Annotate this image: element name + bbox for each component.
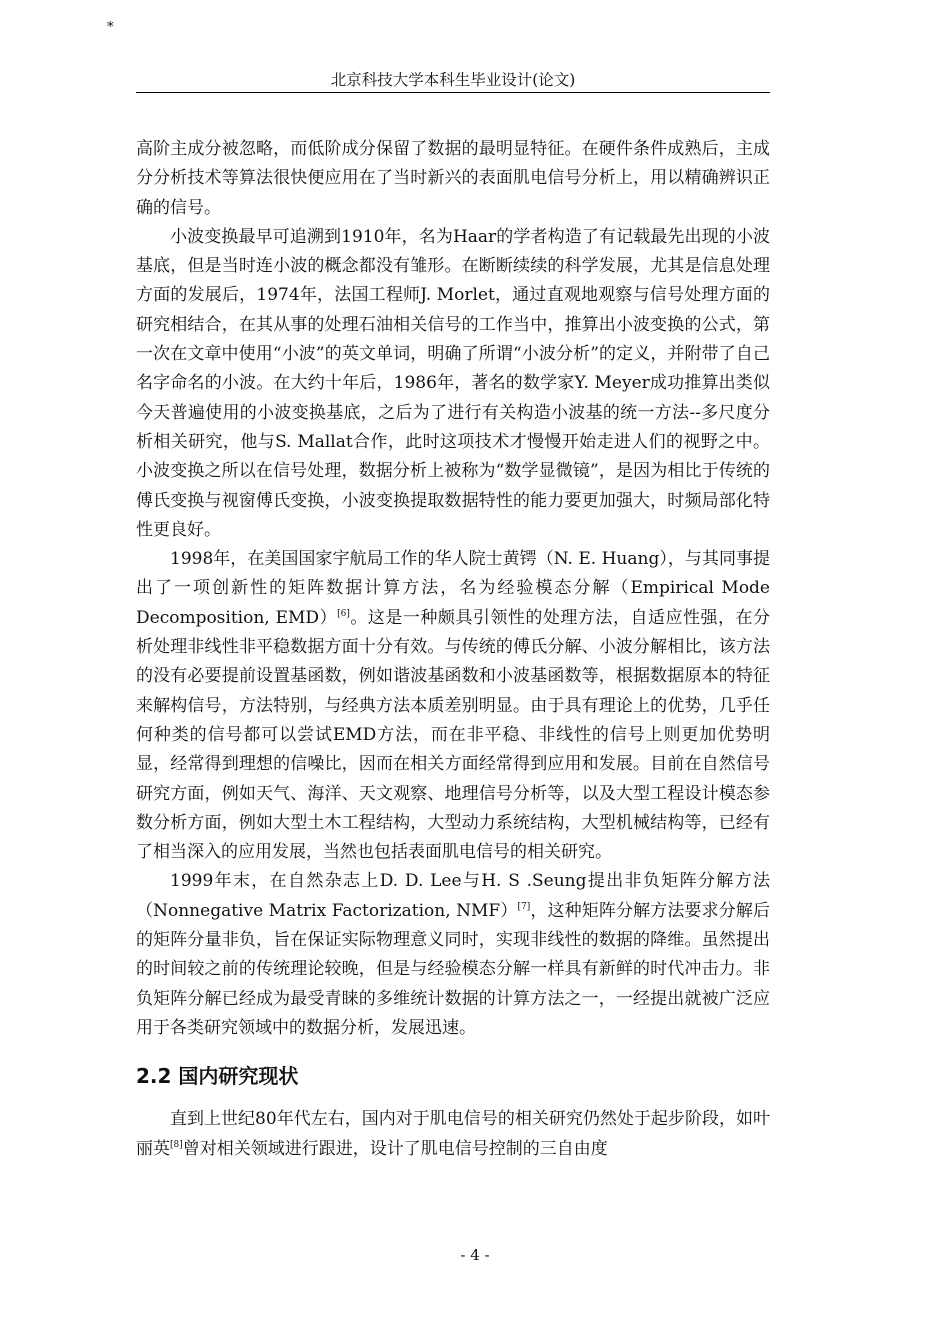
paragraph-emd (136, 545, 770, 867)
paragraph-domestic-text-a: 直到上世纪80年代左右，国内对于肌电信号的相关研究仍然处于起步阶段，如叶丽英 (136, 1109, 770, 1159)
paragraph-continued: 高阶主成分被忽略，而低阶成分保留了数据的最明显特征。在硬件条件成熟后，主成分分析技术等算法很快便应用在了当时新兴的表面肌电信号分析上，用以精确辨识正确的信号。 (136, 139, 770, 218)
page-number: - 4 - (460, 1246, 490, 1264)
corner-asterisk: * (107, 20, 114, 35)
paragraph-nmf (136, 867, 770, 1043)
header-rule (136, 92, 770, 93)
paragraph-emd-text-a: 1998年，在美国国家宇航局工作的华人院士黄锷（N. E. Huang），与其同事提出了一项创新性的矩阵数据计算方法，名为经验模态分解（Empirical Mode Decomposition, EMD） (136, 549, 770, 628)
paragraph-wavelet: 小波变换最早可追溯到1910年，名为Haar的学者构造了有记载最先出现的小波基底，但是当时连小波的概念都没有雏形。在断断续续的科学发展，尤其是信息处理方面的发展后，1974年，法国工程师J. Morlet，通过直观地观察与信号处理方面的研究相结合，在其从事的处理石油相关信号的工作当中，推算出小波变换的公式，第一次在文章中使用“小波”的英文单词，明确了所谓“小波分析”的定义，并附带了自己名字命名的小波。在大约十年后，1986年，著名的数学家Y. Meyer成功推算出类似今天普遍使用的小波变换基底，之后为了进行有关构造小波基的统一方法--多尺度分析相关研究，他与S. Mallat合作，此时这项技术才慢慢开始走进人们的视野之中。小波变换之所以在信号处理，数据分析上被称为“数学显微镜”，是因为相比于传统的傅氏变换与视窗傅氏变换，小波变换提取数据特性的能力要更加强大，时频局部化特性更良好。 (136, 226, 770, 540)
paragraph-nmf-text-a: 1999年末，在自然杂志上D. D. Lee与H. S .Seung提出非负矩阵分解方法（Nonnegative Matrix Factorization, NMF） (136, 871, 770, 921)
main-text (136, 135, 770, 1164)
paragraph-emd-text-b: 。这是一种颇具引领性的处理方法，自适应性强，在分析处理非线性非平稳数据方面十分有效。与传统的傅氏分解、小波分解相比，该方法的没有必要提前设置基函数，例如谐波基函数和小波基函数等，根据数据原本的特征来解构信号，方法特别，与经典方法本质差别明显。由于具有理论上的优势，几乎任何种类的信号都可以尝试EMD方法，而在非平稳、非线性的信号上则更加优势明显，经常得到理想的信噪比，因而在相关方面经常得到应用和发展。目前在自然信号研究方面，例如天气、海洋、天文观察、地理信号分析等，以及大型工程设计模态参数分析方面，例如大型土木工程结构，大型动力系统结构，大型机械结构等，已经有了相当深入的应用发展，当然也包括表面肌电信号的相关研究。 (136, 607, 770, 863)
citation-ref-7: [7] (517, 901, 531, 912)
paragraph-nmf-text-b: ，这种矩阵分解方法要求分解后的矩阵分量非负，旨在保证实际物理意义同时，实现非线性的数据的降维。虽然提出的时间较之前的传统理论较晚，但是与经验模态分解一样具有新鲜的时代冲击力。非负矩阵分解已经成为最受青睐的多维统计数据的计算方法之一，一经提出就被广泛应用于各类研究领域中的数据分析，发展迅速。 (136, 900, 770, 1038)
running-header: 北京科技大学本科生毕业设计(论文) (330, 71, 576, 89)
section-heading: 2.2 国内研究现状 (136, 1064, 299, 1089)
paragraph-domestic (136, 1105, 770, 1164)
citation-ref-8: [8] (170, 1139, 183, 1150)
paragraph-domestic-text-b: 曾对相关领域进行跟进，设计了肌电信号控制的三自由度 (182, 1138, 608, 1159)
citation-ref-6: [6] (337, 608, 350, 619)
